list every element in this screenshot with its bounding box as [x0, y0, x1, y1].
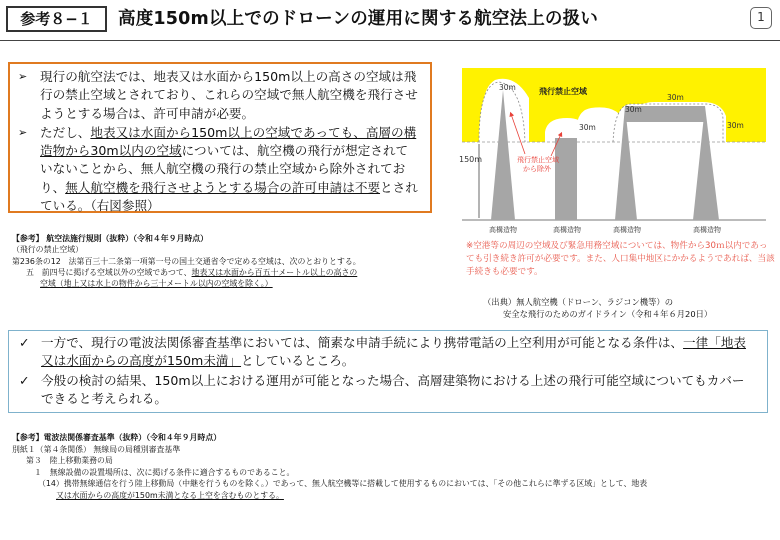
source-line: 安全な飛行のためのガイドライン（令和４年６月20日）: [503, 309, 713, 319]
excerpt-text-underlined: 地表又は水面から百五十メートル以上の高さの: [191, 267, 358, 277]
arrow-bullet-icon: ➢: [18, 125, 28, 139]
bullet-text-underlined: 無人航空機を飛行させようとする場合の許可申請は不要: [65, 179, 381, 195]
checkmark-icon: ✓: [19, 372, 30, 388]
arrow-bullet-icon: ➢: [18, 70, 28, 83]
bullet-text-pre: 一方で、現行の電波法関係審査基準においては、簡素な申請手続により携帯電話の上空利用が可能となる条件は、: [41, 335, 684, 350]
excerpt-line: [12, 278, 437, 289]
summary-bullet-text: 今般の検討の結果、150m以上における運用が可能となった場合、高層建築物における上述の飛行可能空域についてもカバーできると考えられる。: [41, 372, 745, 406]
summary-bullet: [18, 124, 420, 215]
structure-2: [555, 138, 577, 220]
structure-label: 高構造物: [489, 226, 517, 234]
excluded-label: から除外: [523, 165, 551, 173]
bullet-text-underlined: 一律「地表又は水面からの高度が150m未満」: [41, 335, 746, 369]
no-fly-label: 飛行禁止空域: [539, 87, 587, 96]
excerpt-line: １ 無線設備の設置場所は、次に掲げる条件に適合するものであること。: [34, 467, 295, 477]
excerpt-line: （飛行の禁止空域）: [12, 245, 84, 255]
structure-label: 高構造物: [693, 226, 721, 234]
excerpt-text: 五 前四号に掲げる空域以外の空域であつて、: [26, 267, 192, 277]
excerpt-line: （14）携帯無線通信を行う陸上移動局（中継を行うものを除く。）であって、無人航空機等に搭載して使用するものにおいては、「その他これらに準ずる区域」として、地表: [38, 479, 648, 489]
page-title: 高度150m以上でのドローンの運用に関する航空法上の扱い: [118, 9, 599, 29]
excerpt-line: [12, 490, 772, 502]
structure-label: 高構造物: [553, 226, 581, 234]
excerpt-text-underlined: 空域（地上又は水上の物件から三十メートル以内の空域を除く。）: [40, 279, 273, 289]
bullet-text-underlined: 地表又は水面から150m以上の空域であっても、高層の構造物から30m以内の空域: [40, 124, 417, 159]
aviation-regulation-excerpt: [12, 233, 437, 289]
excerpt-line: 第３ 陸上移動業務の局: [26, 456, 113, 466]
distance-label: 30m: [499, 83, 516, 92]
checkmark-icon: ✓: [19, 335, 30, 350]
header-divider: [0, 40, 780, 41]
excerpt-text-underlined: 又は水面からの高度が150m未満となる上空を含むものとする。: [56, 490, 284, 500]
page-number: 1: [750, 7, 772, 29]
summary-bullet: [18, 68, 420, 123]
distance-label: 30m: [625, 105, 642, 114]
excerpt-line: 別紙１（第４条関係） 無線局の局種別審査基準: [12, 444, 181, 454]
airspace-diagram: [455, 64, 773, 242]
aviation-law-summary-box: [8, 62, 432, 213]
bullet-text-mid: については、航空機の飛行が想定されていないことから、無人航空機の飛行の禁止空域から除外されており、: [40, 143, 409, 195]
source-citation: [483, 296, 712, 320]
bullet-text-pre: ただし、: [40, 124, 91, 140]
summary-bullet: [19, 372, 757, 409]
distance-label: 30m: [667, 93, 684, 102]
summary-bullet-text: 現行の航空法では、地表又は水面から150m以上の高さの空域は飛行の禁止空域とされており、これらの空域で無人航空機を飛行させようとする場合は、許可申請が必要。: [40, 69, 418, 121]
summary-bullet: [19, 334, 757, 371]
distance-label: 30m: [727, 121, 744, 130]
excerpt-line: 第236条の12 法第百三十二条第一項第一号の国土交通省令で定める空域は、次のとおりとする。: [12, 256, 361, 266]
excluded-label: 飛行禁止空域: [517, 156, 559, 164]
excerpt-heading: 【参考】電波法関係審査基準（抜粋）（令和４年９月時点）: [12, 433, 222, 442]
reference-tag: 参考８−１: [6, 6, 107, 32]
source-line: （出典）無人航空機（ドローン、ラジコン機等）の: [483, 297, 674, 307]
bullet-text-post: としているところ。: [241, 353, 355, 369]
radio-law-summary-box: [8, 330, 768, 413]
airspace-caution-note: ※空港等の周辺の空域及び緊急用務空域については、物件から30ｍ以内であっても引き続き許可が必要です。また、人口集中地区にかかるようであれば、当該手続きも必要です。: [466, 241, 775, 277]
height-label: 150m: [459, 155, 483, 164]
structure-label: 高構造物: [613, 226, 641, 234]
radio-regulation-excerpt: [12, 432, 772, 502]
bullet-text-post: とされている。（右図参照）: [40, 179, 418, 214]
excerpt-heading: 【参考】 航空法施行規則（抜粋）（令和４年９月時点）: [12, 234, 209, 243]
distance-label: 30m: [579, 123, 596, 132]
excerpt-line: [12, 267, 437, 278]
